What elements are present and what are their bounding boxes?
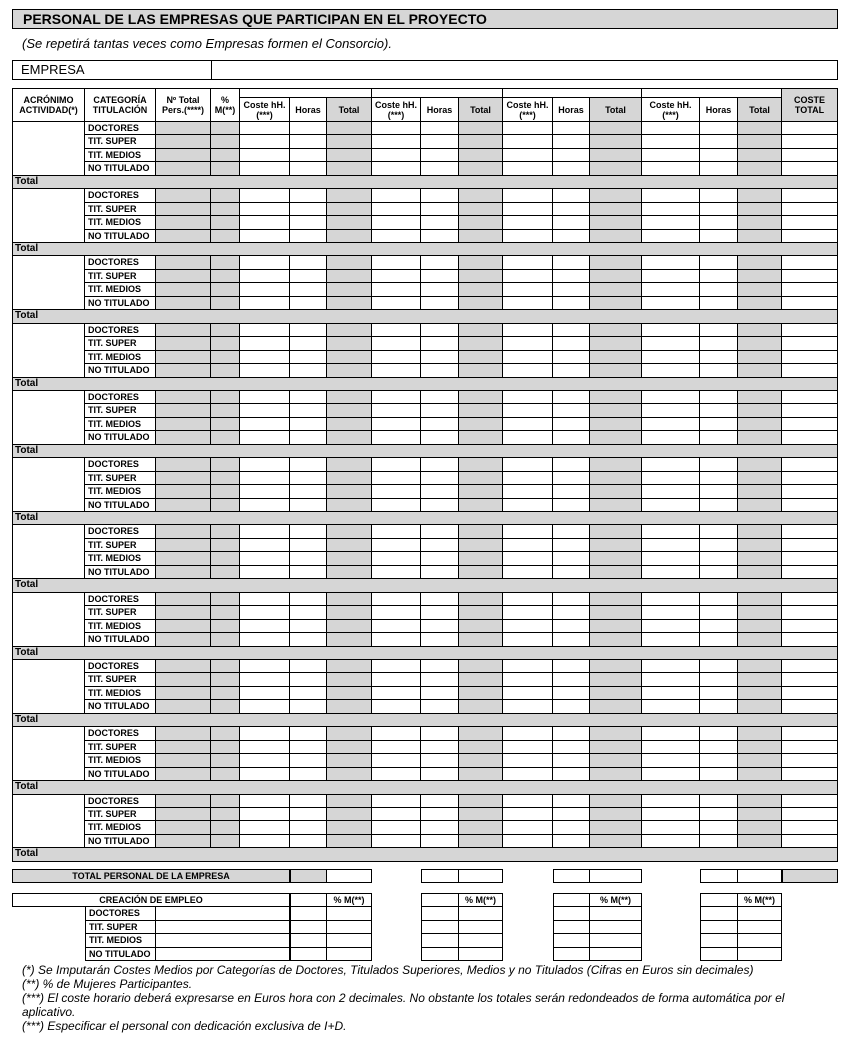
category-label: DOCTORES (85, 727, 156, 741)
category-label: DOCTORES (85, 660, 156, 673)
category-label: TIT. SUPER (85, 741, 156, 754)
empleo-cell[interactable] (590, 921, 642, 934)
empleo-cell[interactable] (290, 921, 327, 934)
empleo-cell[interactable] (459, 921, 503, 934)
category-label: NO TITULADO (85, 700, 156, 714)
group-total-row: Total (12, 647, 838, 660)
category-label: DOCTORES (85, 795, 156, 808)
category-label: TIT. MEDIOS (85, 552, 156, 566)
category-label: TIT. MEDIOS (85, 485, 156, 499)
empleo-value-cell[interactable] (553, 893, 590, 907)
empleo-category-label: NO TITULADO (85, 948, 156, 961)
empleo-cell[interactable] (290, 934, 327, 948)
footnote-3: (***) El coste horario deberá expresarse en Euros hora con 2 decimales. No obstante los totales serán redondeados de forma automática por el aplicativo. (22, 991, 785, 1019)
category-label: NO TITULADO (85, 364, 156, 378)
empleo-cell[interactable] (327, 934, 372, 948)
empleo-value-cell[interactable] (421, 893, 459, 907)
col-header-coste-hh: Coste hH. (***) (240, 98, 290, 122)
category-label: TIT. MEDIOS (85, 687, 156, 700)
category-label: DOCTORES (85, 593, 156, 606)
empleo-value-cell[interactable] (700, 893, 738, 907)
col-header-pct-m: % M(**) (211, 88, 240, 122)
empleo-cell[interactable] (290, 948, 327, 961)
col-header-horas: Horas (553, 98, 590, 122)
col-header-horas: Horas (290, 98, 327, 122)
col-header-total: Total (738, 98, 782, 122)
category-label: TIT. SUPER (85, 539, 156, 552)
empleo-pct-header: % M(**) (459, 893, 503, 907)
empleo-cell[interactable] (421, 907, 459, 921)
col-header-categoria: CATEGORÍA TITULACIÓN (85, 88, 156, 122)
empleo-pct-header: % M(**) (738, 893, 782, 907)
col-header-coste-total: COSTE TOTAL (782, 88, 838, 122)
empleo-cell[interactable] (738, 921, 782, 934)
empleo-category-label: DOCTORES (85, 907, 156, 921)
empleo-cell[interactable] (553, 907, 590, 921)
empleo-cell[interactable] (553, 934, 590, 948)
category-label: TIT. SUPER (85, 404, 156, 418)
col-header-total: Total (459, 98, 503, 122)
col-header-coste-hh: Coste hH. (***) (503, 98, 553, 122)
col-header-horas: Horas (421, 98, 459, 122)
empleo-cell[interactable] (459, 948, 503, 961)
category-label: NO TITULADO (85, 431, 156, 445)
col-header-total: Total (590, 98, 642, 122)
category-label: TIT. MEDIOS (85, 418, 156, 431)
group-total-row: Total (12, 445, 838, 458)
empleo-cell[interactable] (421, 921, 459, 934)
col-header-coste-hh: Coste hH. (***) (372, 98, 421, 122)
empleo-cell[interactable] (327, 907, 372, 921)
category-label: NO TITULADO (85, 633, 156, 647)
footnote-4: (***) Especificar el personal con dedicación exclusiva de I+D. (22, 1019, 347, 1033)
empleo-pct-header: % M(**) (327, 893, 372, 907)
category-label: DOCTORES (85, 189, 156, 203)
empleo-cell[interactable] (590, 948, 642, 961)
category-label: TIT. MEDIOS (85, 821, 156, 835)
group-total-row: Total (12, 176, 838, 189)
category-label: TIT. MEDIOS (85, 620, 156, 633)
empleo-cell[interactable] (459, 934, 503, 948)
category-label: NO TITULADO (85, 230, 156, 243)
category-label: TIT. SUPER (85, 808, 156, 821)
group-total-row: Total (12, 579, 838, 593)
empleo-cell[interactable] (553, 948, 590, 961)
category-label: NO TITULADO (85, 297, 156, 310)
empleo-cell[interactable] (553, 921, 590, 934)
category-label: DOCTORES (85, 391, 156, 404)
group-total-row: Total (12, 781, 838, 795)
empleo-cell[interactable] (327, 948, 372, 961)
empleo-cell[interactable] (290, 907, 327, 921)
empleo-value-cell[interactable] (290, 893, 327, 907)
group-total-row: Total (12, 243, 838, 256)
group-total-row: Total (12, 848, 838, 862)
footnote-1: (*) Se Imputarán Costes Medios por Categorías de Doctores, Titulados Superiores, Medios y no Titulados (Cifras en Euros sin decimales) (22, 963, 754, 977)
category-label: NO TITULADO (85, 835, 156, 848)
col-header-horas: Horas (700, 98, 738, 122)
empleo-cell[interactable] (700, 934, 738, 948)
group-total-row: Total (12, 378, 838, 391)
col-header-acronimo: ACRÓNIMO ACTIVIDAD(*) (12, 88, 85, 122)
category-label: TIT. SUPER (85, 606, 156, 620)
empleo-cell[interactable] (156, 948, 290, 961)
col-header-coste-hh: Coste hH. (***) (642, 98, 700, 122)
empleo-cell[interactable] (700, 948, 738, 961)
empleo-cell[interactable] (590, 907, 642, 921)
empleo-cell[interactable] (327, 921, 372, 934)
page-title: PERSONAL DE LAS EMPRESAS QUE PARTICIPAN EN EL PROYECTO (12, 9, 838, 29)
category-label: DOCTORES (85, 525, 156, 539)
empleo-cell[interactable] (700, 907, 738, 921)
category-label: TIT. MEDIOS (85, 216, 156, 230)
category-label: NO TITULADO (85, 162, 156, 176)
empleo-cell[interactable] (459, 907, 503, 921)
empresa-label: EMPRESA (13, 61, 212, 79)
category-label: NO TITULADO (85, 499, 156, 512)
empleo-pct-header: % M(**) (590, 893, 642, 907)
col-header-n-total: Nº Total Pers.(****) (156, 88, 211, 122)
category-label: NO TITULADO (85, 768, 156, 781)
empleo-cell[interactable] (156, 907, 290, 921)
category-label: TIT. SUPER (85, 472, 156, 485)
empleo-cell[interactable] (738, 907, 782, 921)
empleo-cell[interactable] (421, 948, 459, 961)
group-total-row: Total (12, 310, 838, 324)
empleo-cell[interactable] (700, 921, 738, 934)
category-label: TIT. MEDIOS (85, 283, 156, 297)
footnote-2: (**) % de Mujeres Participantes. (22, 977, 193, 991)
category-label: TIT. MEDIOS (85, 351, 156, 364)
category-label: DOCTORES (85, 122, 156, 135)
category-label: TIT. SUPER (85, 135, 156, 149)
category-label: TIT. SUPER (85, 270, 156, 283)
category-label: DOCTORES (85, 458, 156, 472)
category-label: DOCTORES (85, 256, 156, 270)
page-subtitle: (Se repetirá tantas veces como Empresas formen el Consorcio). (22, 36, 392, 51)
empleo-category-label: TIT. MEDIOS (85, 934, 156, 948)
category-label: TIT. SUPER (85, 203, 156, 216)
empleo-cell[interactable] (156, 934, 290, 948)
category-label: TIT. MEDIOS (85, 754, 156, 768)
group-total-row: Total (12, 512, 838, 525)
empleo-cell[interactable] (738, 934, 782, 948)
empleo-category-label: TIT. SUPER (85, 921, 156, 934)
empleo-cell[interactable] (421, 934, 459, 948)
empleo-cell[interactable] (738, 948, 782, 961)
group-total-row: Total (12, 714, 838, 727)
empleo-title: CREACIÓN DE EMPLEO (12, 893, 290, 907)
category-label: NO TITULADO (85, 566, 156, 579)
category-label: TIT. MEDIOS (85, 149, 156, 162)
empleo-cell[interactable] (590, 934, 642, 948)
empleo-cell[interactable] (156, 921, 290, 934)
col-header-total: Total (327, 98, 372, 122)
total-personal-label: TOTAL PERSONAL DE LA EMPRESA (12, 869, 290, 883)
category-label: TIT. SUPER (85, 673, 156, 687)
category-label: DOCTORES (85, 324, 156, 337)
category-label: TIT. SUPER (85, 337, 156, 351)
